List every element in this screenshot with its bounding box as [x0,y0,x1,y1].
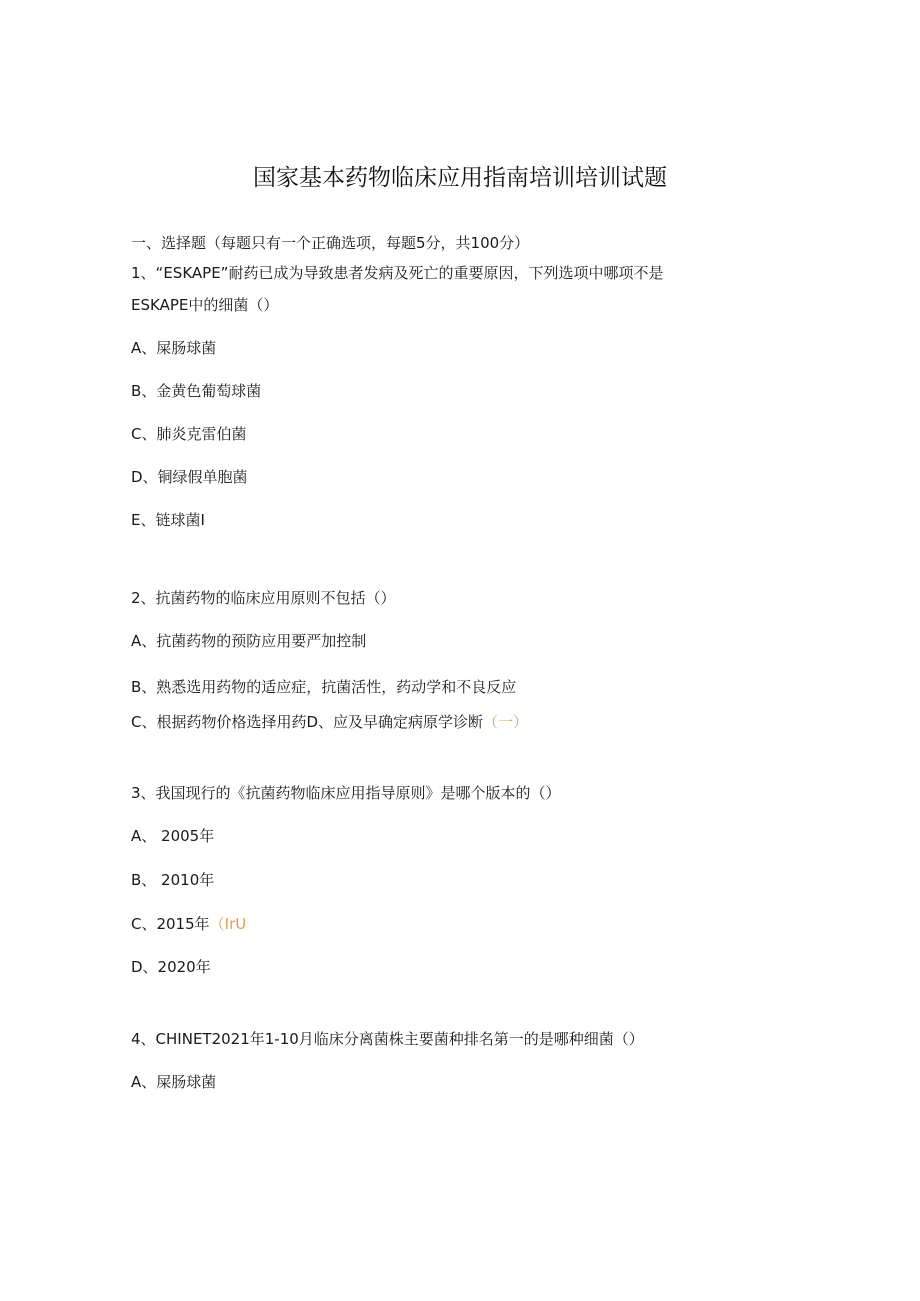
section-heading: 一、选择题（每题只有一个正确选项，每题5分，共100分） [131,234,530,252]
question-4-option-a: A、屎肠球菌 [131,1073,217,1091]
question-1-stem-line-2: ESKAPE中的细菌（） [131,296,279,314]
question-1-option-b: B、金黄色葡萄球菌 [131,382,262,400]
question-2-option-b: B、熟悉选用药物的适应症，抗菌活性，药动学和不良反应 [131,678,517,696]
answer-mark: （IrU [209,915,247,933]
question-3-option-b: B、 2010年 [131,871,215,889]
answer-mark: （一） [483,713,529,731]
question-3-option-c-line [131,912,246,936]
question-3-option-d: D、2020年 [131,958,211,976]
question-3-option-a: A、 2005年 [131,827,215,845]
question-1-option-e: E、链球菌I [131,511,205,529]
question-2-option-c-line [131,710,528,734]
question-3-option-c: C、2015年 [131,915,210,933]
question-2-stem: 2、抗菌药物的临床应用原则不包括（） [131,589,396,607]
question-3-stem: 3、我国现行的《抗菌药物临床应用指导原则》是哪个版本的（） [131,784,561,802]
question-1-option-d: D、铜绿假单胞菌 [131,468,248,486]
question-1-option-c: C、肺炎克雷伯菌 [131,425,247,443]
question-1-stem-line-1: 1、“ESKAPE”耐药已成为导致患者发病及死亡的重要原因，下列选项中哪项不是 [131,264,664,282]
question-1-option-a: A、屎肠球菌 [131,339,217,357]
question-2-option-c: C、根据药物价格选择用药D、应及早确定病原学诊断 [131,713,484,731]
question-2-option-a: A、抗菌药物的预防应用要严加控制 [131,632,367,650]
document-title: 国家基本药物临床应用指南培训培训试题 [253,165,667,191]
question-4-stem: 4、CHINET2021年1-10月临床分离菌株主要菌种排名第一的是哪种细菌（） [131,1030,644,1048]
